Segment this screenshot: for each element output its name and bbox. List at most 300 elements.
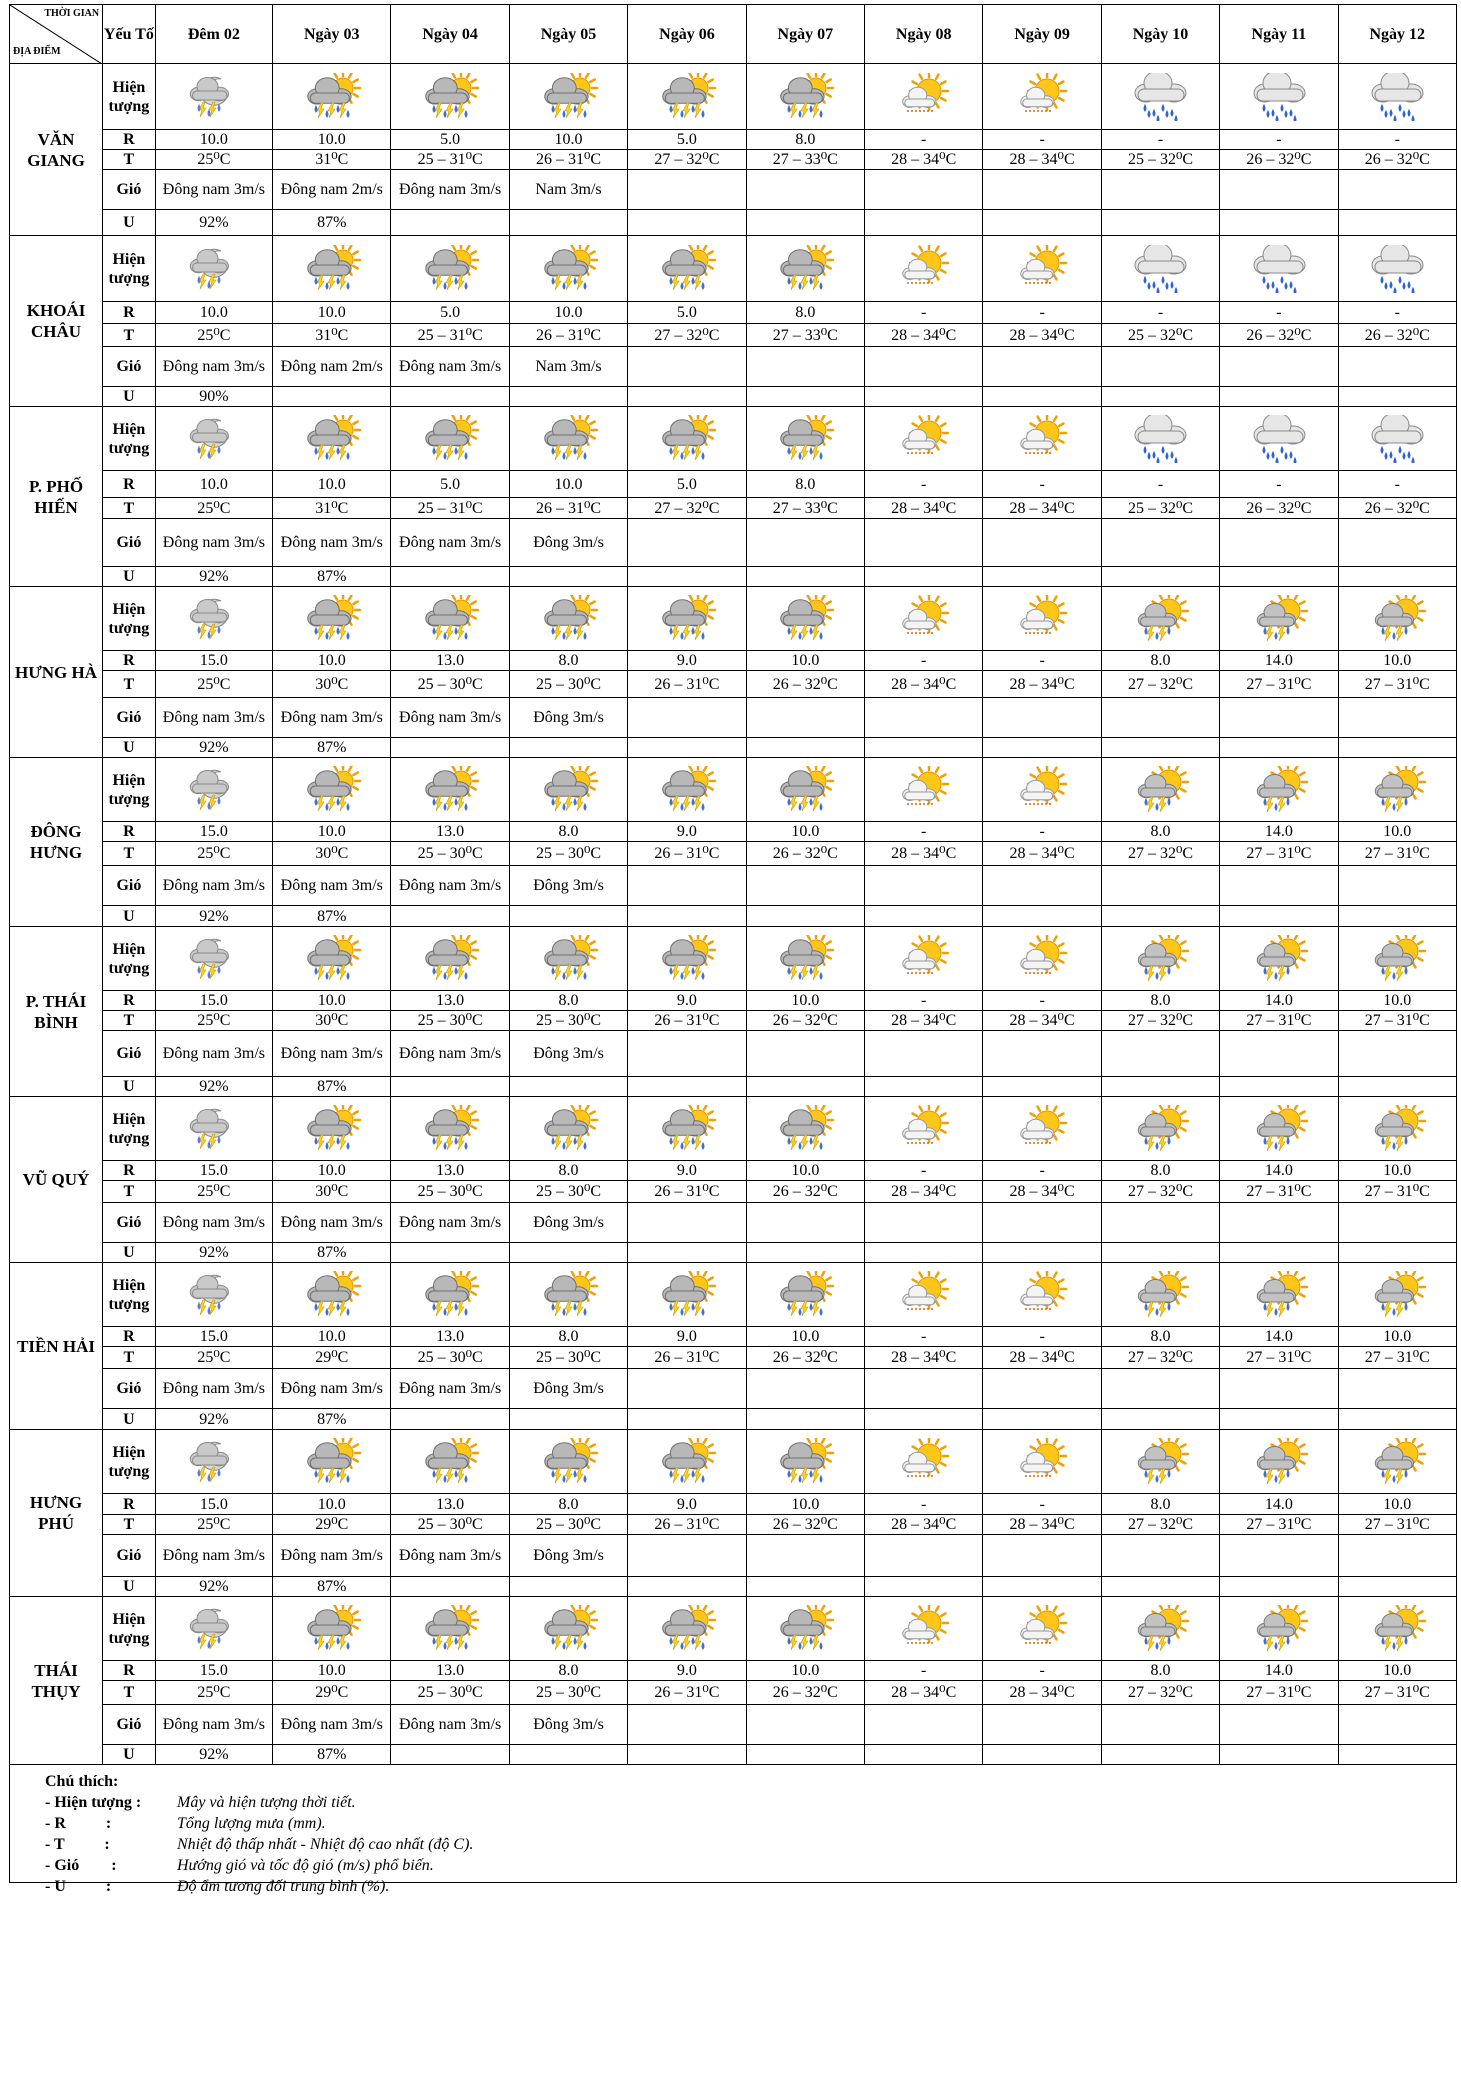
wind-value: Đông 3m/s [509,698,627,738]
temp-value: 26 – 32⁰C [746,842,864,866]
temp-value: 25 – 32⁰C [1101,150,1219,170]
temp-value: 28 – 34⁰C [983,1681,1101,1705]
temp-value: 28 – 34⁰C [983,1011,1101,1031]
thunderstorm-sunny-intervals-icon [1339,1271,1456,1319]
humidity-value [391,1577,509,1597]
thunderstorm-rain-icon [747,415,864,463]
rain-value: 5.0 [628,130,746,150]
weather-cell [1338,236,1456,302]
element-label-phenomenon: Hiện tượng [103,758,156,822]
weather-cell [865,1097,983,1161]
element-label-humidity: U [103,738,156,758]
legend-item [45,1876,1456,1897]
wind-value: Đông 3m/s [509,1535,627,1577]
night-thunderstorm-rain-icon [156,595,272,643]
humidity-value [865,1077,983,1097]
rain-value: - [865,1161,983,1181]
weather-cell [155,1430,272,1494]
weather-cell [1338,1097,1456,1161]
thunderstorm-rain-icon [391,1605,508,1653]
row-temp [10,498,1457,519]
wind-value [1338,1369,1456,1409]
thunderstorm-sunny-intervals-icon [1339,595,1456,643]
rain-value: - [983,302,1101,324]
wind-value [746,347,864,387]
row-phenomenon [10,1097,1457,1161]
wind-value [1101,1031,1219,1077]
wind-value: Đông nam 3m/s [155,1535,272,1577]
temp-value: 25 – 30⁰C [391,1347,509,1369]
humidity-value [391,567,509,587]
element-label-temp: T [103,1681,156,1705]
rain-value: 14.0 [1220,1161,1338,1181]
humidity-value: 87% [273,1745,391,1765]
temp-value: 30⁰C [273,1181,391,1203]
temp-value: 26 – 32⁰C [1220,498,1338,519]
temp-value: 27 – 32⁰C [1101,1347,1219,1369]
rain-value: 10.0 [746,1327,864,1347]
partly-sunny-icon [865,766,982,814]
rain-value: 10.0 [509,130,627,150]
thunderstorm-rain-icon [273,766,390,814]
wind-value [1220,1031,1338,1077]
rain-value: 14.0 [1220,1327,1338,1347]
partly-sunny-icon [865,1605,982,1653]
rain-value: - [865,302,983,324]
thunderstorm-rain-icon [391,1271,508,1319]
heavy-rain-icon [1102,415,1219,463]
rain-value: 10.0 [1338,822,1456,842]
wind-value: Đông 3m/s [509,1369,627,1409]
weather-cell [1338,1430,1456,1494]
temp-value: 30⁰C [273,842,391,866]
weather-cell [1338,1263,1456,1327]
thunderstorm-sunny-intervals-icon [1339,1605,1456,1653]
weather-cell [155,758,272,822]
thunderstorm-rain-icon [510,73,627,121]
row-temp [10,1011,1457,1031]
weather-cell [1220,1597,1338,1661]
weather-cell [391,1097,509,1161]
weather-cell [865,1597,983,1661]
row-phenomenon [10,64,1457,130]
temp-value: 27 – 33⁰C [746,324,864,347]
rain-value: 10.0 [1338,1327,1456,1347]
rain-value: 5.0 [391,302,509,324]
wind-value [628,170,746,210]
rain-value: 10.0 [1338,1661,1456,1681]
legend-key: - Gió : [45,1857,117,1874]
humidity-value [509,1077,627,1097]
wind-value: Đông nam 3m/s [273,1031,391,1077]
temp-value: 26 – 31⁰C [509,498,627,519]
rain-value: 15.0 [155,1661,272,1681]
weather-cell [273,407,391,471]
weather-cell [1338,587,1456,651]
wind-value: Đông nam 3m/s [155,1031,272,1077]
humidity-value [983,1077,1101,1097]
weather-cell [865,407,983,471]
humidity-value: 87% [273,210,391,236]
wind-value [983,1705,1101,1745]
thunderstorm-sunny-intervals-icon [1220,1105,1337,1153]
weather-cell [628,1263,746,1327]
legend-item [45,1834,1456,1855]
temp-value: 25⁰C [155,842,272,866]
humidity-value [509,1409,627,1430]
rain-value: - [983,1327,1101,1347]
weather-cell [746,1430,864,1494]
weather-cell [391,407,509,471]
humidity-value: 87% [273,567,391,587]
humidity-value [983,1577,1101,1597]
row-phenomenon [10,927,1457,991]
wind-value [746,1705,864,1745]
element-label-rain: R [103,1494,156,1515]
rain-value: 10.0 [1338,991,1456,1011]
wind-value: Đông nam 3m/s [155,347,272,387]
weather-cell [865,236,983,302]
wind-value: Đông nam 3m/s [273,1203,391,1243]
thunderstorm-sunny-intervals-icon [1102,595,1219,643]
rain-value: - [983,1494,1101,1515]
weather-cell [983,1597,1101,1661]
rain-value: 14.0 [1220,822,1338,842]
day-header: Ngày 09 [983,5,1101,64]
rain-value: - [1220,302,1338,324]
temp-value: 25 – 30⁰C [509,1515,627,1535]
element-label-wind: Gió [103,1535,156,1577]
wind-value [628,1535,746,1577]
wind-value: Đông nam 3m/s [391,1369,509,1409]
rain-value: 8.0 [1101,1327,1219,1347]
rain-value: 9.0 [628,822,746,842]
rain-value: 8.0 [1101,1161,1219,1181]
rain-value: - [865,651,983,671]
rain-value: 9.0 [628,991,746,1011]
humidity-value [509,210,627,236]
temp-value: 29⁰C [273,1515,391,1535]
temp-value: 26 – 32⁰C [746,1347,864,1369]
element-label-phenomenon: Hiện tượng [103,64,156,130]
partly-sunny-icon [983,415,1100,463]
weather-cell [628,236,746,302]
wind-value: Đông nam 3m/s [391,698,509,738]
wind-value [1338,866,1456,906]
humidity-value [983,738,1101,758]
legend-key: - R : [45,1815,112,1832]
rain-value: 9.0 [628,1327,746,1347]
wind-value [746,1535,864,1577]
rain-value: 5.0 [391,471,509,498]
rain-value: - [865,130,983,150]
rain-value: 14.0 [1220,1661,1338,1681]
humidity-value: 92% [155,567,272,587]
thunderstorm-rain-icon [391,766,508,814]
rain-value: 10.0 [1338,1161,1456,1181]
humidity-value [865,567,983,587]
temp-value: 30⁰C [273,1011,391,1031]
temp-value: 25 – 30⁰C [509,1011,627,1031]
wind-value: Nam 3m/s [509,347,627,387]
element-label-wind: Gió [103,1369,156,1409]
row-phenomenon [10,407,1457,471]
humidity-value: 92% [155,906,272,927]
element-label-temp: T [103,671,156,698]
thunderstorm-rain-icon [510,245,627,293]
humidity-value [865,1409,983,1430]
humidity-value [983,210,1101,236]
humidity-value [1101,906,1219,927]
temp-value: 26 – 32⁰C [746,1011,864,1031]
rain-value: 10.0 [746,1494,864,1515]
thunderstorm-rain-icon [747,245,864,293]
night-thunderstorm-rain-icon [156,245,272,293]
temp-value: 27 – 32⁰C [628,150,746,170]
corner-time-label: THỜI GIAN [44,8,100,19]
temp-value: 25⁰C [155,150,272,170]
thunderstorm-rain-icon [273,1605,390,1653]
row-phenomenon [10,1597,1457,1661]
weather-cell [1101,758,1219,822]
day-header: Ngày 07 [746,5,864,64]
thunderstorm-rain-icon [747,766,864,814]
humidity-value [983,567,1101,587]
thunderstorm-sunny-intervals-icon [1220,1271,1337,1319]
row-temp [10,1681,1457,1705]
weather-cell [983,587,1101,651]
rain-value: 10.0 [746,822,864,842]
temp-value: 25 – 30⁰C [391,1011,509,1031]
rain-value: - [1220,471,1338,498]
humidity-value: 92% [155,1577,272,1597]
wind-value [983,1369,1101,1409]
legend-item [45,1792,1456,1813]
weather-cell [155,1097,272,1161]
wind-value: Đông nam 2m/s [273,170,391,210]
rain-value: - [1220,130,1338,150]
wind-value [1220,1705,1338,1745]
weather-cell [273,236,391,302]
wind-value [983,698,1101,738]
row-humidity [10,387,1457,407]
wind-value: Đông nam 3m/s [391,519,509,567]
thunderstorm-rain-icon [273,245,390,293]
humidity-value [983,387,1101,407]
element-label-wind: Gió [103,1203,156,1243]
row-rain [10,302,1457,324]
partly-sunny-icon [983,1271,1100,1319]
legend-description: Nhiệt độ thấp nhất - Nhiệt độ cao nhất (độ C). [177,1836,474,1853]
element-label-rain: R [103,302,156,324]
weather-cell [391,1430,509,1494]
wind-value: Đông nam 3m/s [273,1369,391,1409]
humidity-value [391,1243,509,1263]
element-label-humidity: U [103,567,156,587]
temp-value: 27 – 33⁰C [746,498,864,519]
thunderstorm-sunny-intervals-icon [1339,1105,1456,1153]
wind-value: Đông nam 3m/s [391,1535,509,1577]
rain-value: 8.0 [1101,991,1219,1011]
humidity-value [983,906,1101,927]
location-name: P. PHỐ HIẾN [10,407,103,587]
humidity-value [1338,567,1456,587]
row-rain [10,991,1457,1011]
temp-value: 26 – 32⁰C [1338,498,1456,519]
rain-value: 14.0 [1220,991,1338,1011]
weather-cell [1220,236,1338,302]
location-name: KHOÁI CHÂU [10,236,103,407]
humidity-value [1220,1077,1338,1097]
humidity-value [1101,1409,1219,1430]
heavy-rain-icon [1220,245,1337,293]
row-humidity [10,1577,1457,1597]
weather-cell [391,236,509,302]
temp-value: 28 – 34⁰C [865,1011,983,1031]
wind-value [746,1369,864,1409]
weather-cell [628,64,746,130]
rain-value: - [865,471,983,498]
temp-value: 26 – 32⁰C [746,1681,864,1705]
row-humidity [10,738,1457,758]
weather-cell [746,236,864,302]
thunderstorm-rain-icon [747,935,864,983]
row-wind [10,698,1457,738]
thunderstorm-rain-icon [273,1105,390,1153]
temp-value: 28 – 34⁰C [983,324,1101,347]
thunderstorm-rain-icon [273,1438,390,1486]
weather-cell [1101,407,1219,471]
temp-value: 25⁰C [155,324,272,347]
temp-value: 26 – 32⁰C [1220,150,1338,170]
wind-value: Đông nam 3m/s [273,1535,391,1577]
wind-value: Đông nam 2m/s [273,347,391,387]
wind-value [865,1031,983,1077]
humidity-value [746,387,864,407]
wind-value: Đông 3m/s [509,1705,627,1745]
thunderstorm-sunny-intervals-icon [1220,766,1337,814]
weather-cell [1101,1097,1219,1161]
row-humidity [10,1077,1457,1097]
humidity-value [509,906,627,927]
thunderstorm-rain-icon [747,595,864,643]
element-label-rain: R [103,130,156,150]
weather-cell [746,1263,864,1327]
weather-cell [155,64,272,130]
legend-key: - U : [45,1878,112,1895]
partly-sunny-icon [983,73,1100,121]
thunderstorm-sunny-intervals-icon [1102,1105,1219,1153]
row-humidity [10,567,1457,587]
wind-value [628,1369,746,1409]
wind-value [1220,1369,1338,1409]
rain-value: 15.0 [155,1327,272,1347]
rain-value: 8.0 [509,822,627,842]
humidity-value [865,738,983,758]
element-label-humidity: U [103,1243,156,1263]
wind-value [1220,347,1338,387]
legend-key: - T : [45,1836,110,1853]
humidity-value [391,210,509,236]
humidity-value [628,1077,746,1097]
temp-value: 27 – 31⁰C [1220,1181,1338,1203]
rain-value: 10.0 [746,991,864,1011]
wind-value [1101,1203,1219,1243]
humidity-value [865,906,983,927]
row-wind [10,1705,1457,1745]
weather-cell [983,236,1101,302]
wind-value [1220,170,1338,210]
row-wind [10,866,1457,906]
weather-cell [273,587,391,651]
rain-value: 8.0 [1101,651,1219,671]
humidity-value [628,1243,746,1263]
rain-value: - [983,651,1101,671]
wind-value: Đông nam 3m/s [391,347,509,387]
element-label-temp: T [103,1011,156,1031]
rain-value: 8.0 [746,130,864,150]
thunderstorm-rain-icon [510,415,627,463]
rain-value: 9.0 [628,1661,746,1681]
wind-value [1338,519,1456,567]
humidity-value [1338,1745,1456,1765]
weather-cell [865,64,983,130]
thunderstorm-rain-icon [510,1271,627,1319]
thunderstorm-rain-icon [628,935,745,983]
thunderstorm-sunny-intervals-icon [1102,1605,1219,1653]
element-label-wind: Gió [103,866,156,906]
weather-cell [273,758,391,822]
rain-value: 8.0 [509,991,627,1011]
weather-cell [273,927,391,991]
row-rain [10,130,1457,150]
thunderstorm-rain-icon [273,415,390,463]
rain-value: 10.0 [509,471,627,498]
heavy-rain-icon [1220,73,1337,121]
rain-value: 15.0 [155,991,272,1011]
legend-title: Chú thích: [45,1773,119,1790]
wind-value [1101,866,1219,906]
day-header: Ngày 11 [1220,5,1338,64]
wind-value [1338,698,1456,738]
wind-value [865,866,983,906]
humidity-value [746,1077,864,1097]
forecast-table [9,4,1457,1765]
weather-cell [1101,64,1219,130]
wind-value [628,519,746,567]
rain-value: - [865,1661,983,1681]
temp-value: 26 – 32⁰C [746,1181,864,1203]
wind-value: Đông 3m/s [509,519,627,567]
row-wind [10,1203,1457,1243]
humidity-value [1101,210,1219,236]
wind-value: Nam 3m/s [509,170,627,210]
thunderstorm-rain-icon [273,595,390,643]
thunderstorm-rain-icon [628,415,745,463]
day-header: Ngày 03 [273,5,391,64]
temp-value: 26 – 31⁰C [628,842,746,866]
temp-value: 27 – 33⁰C [746,150,864,170]
location-name: HƯNG HÀ [10,587,103,758]
weather-cell [983,1097,1101,1161]
heavy-rain-icon [1102,245,1219,293]
temp-value: 27 – 32⁰C [628,324,746,347]
location-name: VĂN GIANG [10,64,103,236]
weather-cell [1220,927,1338,991]
legend-key: - Hiện tượng : [45,1794,142,1811]
location-name: ĐÔNG HƯNG [10,758,103,927]
temp-value: 27 – 31⁰C [1220,1681,1338,1705]
